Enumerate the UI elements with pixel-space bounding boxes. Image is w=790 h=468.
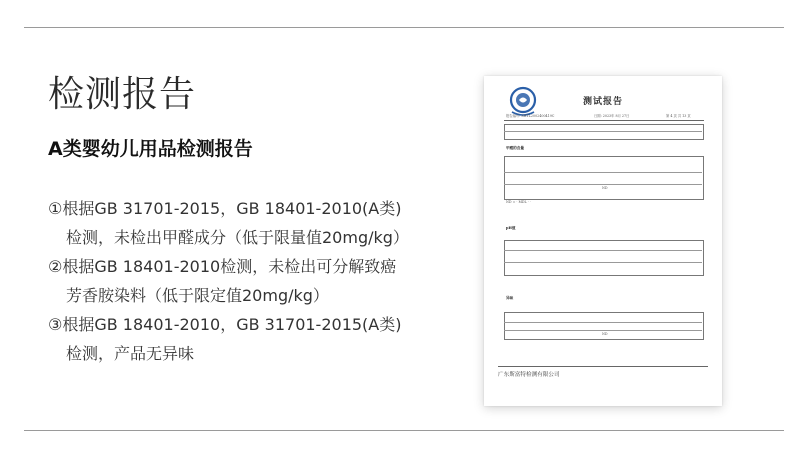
test-point-3-line1: ③根据GB 18401-2010，GB 31701-2015(A类): [48, 315, 402, 334]
ph-table-row: [504, 250, 702, 251]
section-odor: 异味: [506, 296, 514, 300]
test-point-1-line2: 检测，未检出甲醛成分（低于限量值20mg/kg）: [66, 228, 409, 247]
test-point-2-line2: 芳香胺染料（低于限定值20mg/kg）: [66, 286, 329, 305]
test-point-2: [48, 252, 468, 310]
sample-table-row: [504, 131, 702, 132]
ph-table: [504, 240, 704, 276]
report-date: 日期: 2023年 8月 27日: [594, 114, 630, 118]
formaldehyde-table-row: [504, 172, 702, 173]
test-point-3-line2: 检测，产品无异味: [66, 344, 195, 363]
amine-result: ND: [602, 332, 608, 336]
lab-name: 广东斯富特检测有限公司: [498, 372, 560, 378]
sample-table: [504, 124, 704, 140]
test-point-2-line1: ②根据GB 18401-2010检测，未检出可分解致癌: [48, 257, 397, 276]
report-notes: ND = · MDL · ·: [506, 200, 531, 204]
test-points-list: [48, 194, 468, 368]
test-report-image: [484, 76, 722, 406]
amine-table-row: [504, 330, 702, 331]
top-divider: [24, 27, 784, 28]
formaldehyde-table: [504, 156, 704, 200]
page-subtitle: A类婴幼儿用品检测报告: [48, 138, 253, 160]
section-ph: pH值: [506, 226, 516, 230]
footer-rule: [498, 366, 708, 367]
report-rule: [504, 120, 704, 121]
report-title: 测试报告: [582, 97, 623, 107]
ph-table-row: [504, 262, 702, 263]
test-point-1: [48, 194, 468, 252]
formaldehyde-table-row: [504, 184, 702, 185]
amine-table-row: [504, 322, 702, 323]
formaldehyde-result: ND: [602, 186, 608, 190]
report-number: 报告编号: SHTL2002400419C: [506, 114, 555, 118]
report-page: 第 4 页 共 13 页: [666, 114, 691, 118]
section-formaldehyde: 甲醛的含量: [506, 146, 524, 150]
test-point-3: [48, 310, 468, 368]
page-title: 检测报告: [48, 74, 197, 115]
bottom-divider: [24, 430, 784, 431]
test-point-1-line1: ①根据GB 31701-2015，GB 18401-2010(A类): [48, 199, 402, 218]
